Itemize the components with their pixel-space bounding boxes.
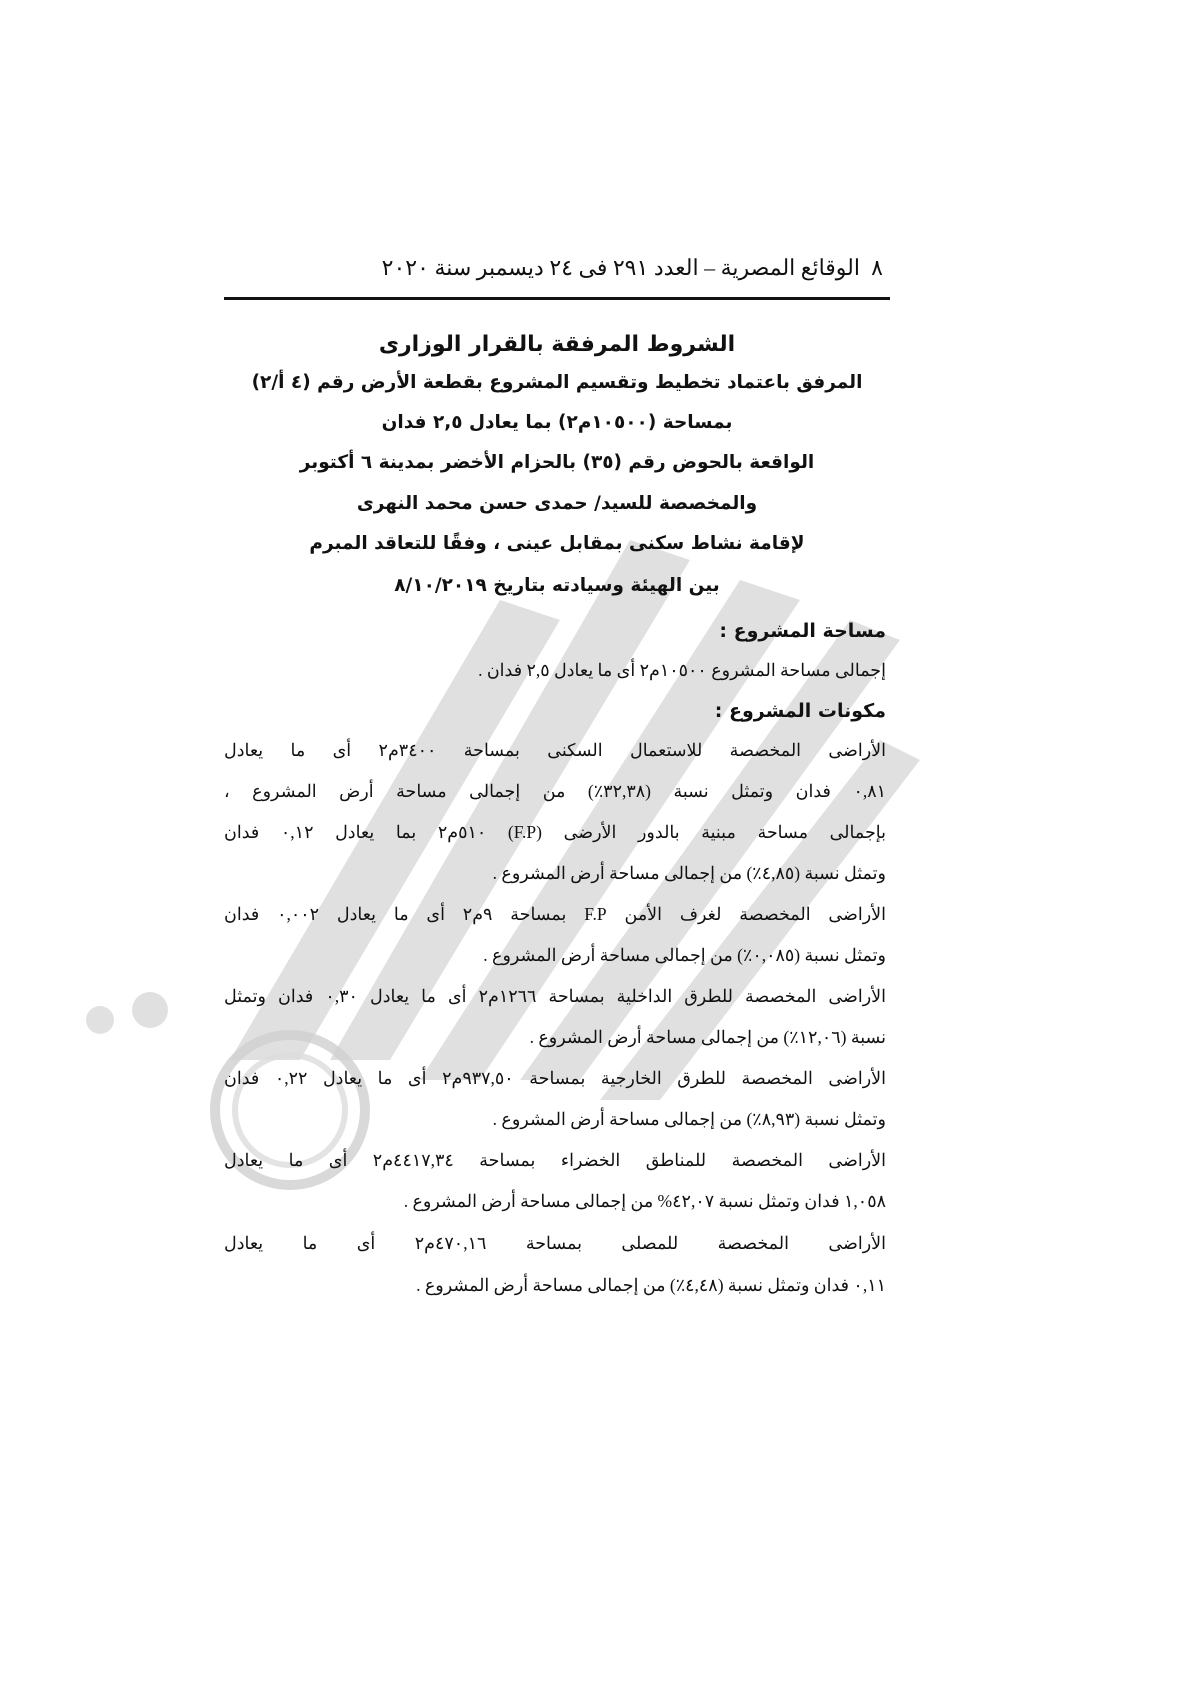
section-heading-components: مكونات المشروع : — [714, 700, 886, 722]
body-line: الأراضى المخصصة للطرق الخارجية بمساحة ٩٣٧,٥٠م٢ أى ما يعادل ٠,٢٢ فدان — [224, 1068, 887, 1088]
body-line: ٠,١١ فدان وتمثل نسبة (٤,٤٨٪) من إجمالى مساحة أرض المشروع . — [416, 1275, 886, 1295]
body-line: بإجمالى مساحة مبنية بالدور الأرضى (F.P) ٥١٠م٢ بما يعادل ٠,١٢ فدان — [224, 822, 886, 842]
body-line: الأراضى المخصصة للمصلى بمساحة ٤٧٠,١٦م٢ أى ما يعادل — [224, 1233, 887, 1253]
subtitle-line: لإقامة نشاط سكنى بمقابل عينى ، وفقًا للتعاقد المبرم — [309, 533, 805, 554]
body-line: الأراضى المخصصة للاستعمال السكنى بمساحة ٣٤٠٠م٢ أى ما يعادل — [224, 740, 886, 760]
body-line: ١,٠٥٨ فدان وتمثل نسبة ٤٢,٠٧% من إجمالى مساحة أرض المشروع . — [403, 1191, 886, 1211]
body-line: الأراضى المخصصة للمناطق الخضراء بمساحة ٤٤١٧,٣٤م٢ أى ما يعادل — [224, 1150, 886, 1170]
body-line: وتمثل نسبة (٤,٨٥٪) من إجمالى مساحة أرض المشروع . — [492, 863, 886, 883]
header-rule — [224, 297, 890, 300]
body-line: الأراضى المخصصة للطرق الداخلية بمساحة ١٢٦٦م٢ أى ما يعادل ٠,٣٠ فدان وتمثل — [224, 986, 886, 1006]
body-line: وتمثل نسبة (٠,٠٨٥٪) من إجمالى مساحة أرض المشروع . — [483, 945, 886, 965]
area-text: إجمالى مساحة المشروع ١٠٥٠٠م٢ أى ما يعادل ٢,٥ فدان . — [478, 660, 886, 680]
subtitle-line: والمخصصة للسيد/ حمدى حسن محمد النهرى — [356, 493, 758, 514]
subtitle-line: بين الهيئة وسيادته بتاريخ ٨/١٠/٢٠١٩ — [394, 575, 720, 596]
gazette-header: الوقائع المصرية – العدد ٢٩١ فى ٢٤ ديسمبر سنة ٢٠٢٠ — [381, 255, 860, 280]
subtitle-line: بمساحة (١٠٥٠٠م٢) بما يعادل ٢,٥ فدان — [381, 412, 733, 433]
section-heading-area: مساحة المشروع : — [719, 620, 886, 642]
subtitle-line: الواقعة بالحوض رقم (٣٥) بالحزام الأخضر بمدينة ٦ أكتوبر — [299, 452, 815, 473]
body-line: وتمثل نسبة (٨,٩٣٪) من إجمالى مساحة أرض المشروع . — [492, 1109, 886, 1129]
body-line: ٠,٨١ فدان وتمثل نسبة (٣٢,٣٨٪) من إجمالى مساحة أرض المشروع ، — [224, 781, 887, 801]
subtitle-line: المرفق باعتماد تخطيط وتقسيم المشروع بقطعة الأرض رقم (٤ أ/٢) — [251, 372, 863, 393]
body-line: الأراضى المخصصة لغرف الأمن F.P بمساحة ٩م٢ أى ما يعادل ٠,٠٠٢ فدان — [224, 904, 887, 924]
body-line: نسبة (١٢,٠٦٪) من إجمالى مساحة أرض المشروع . — [529, 1027, 886, 1047]
page-number: ٨ — [871, 255, 883, 280]
document-title: الشروط المرفقة بالقرار الوزارى — [378, 332, 736, 357]
